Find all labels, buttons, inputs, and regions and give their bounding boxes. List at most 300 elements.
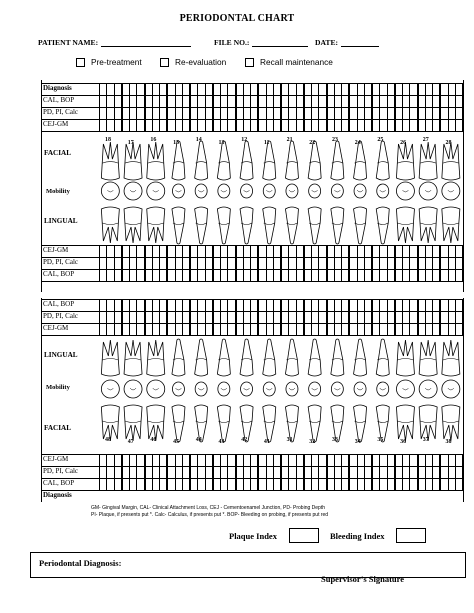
probing-cell[interactable] bbox=[441, 84, 448, 95]
checkbox-square-icon[interactable] bbox=[76, 58, 85, 67]
probing-cell[interactable] bbox=[449, 258, 456, 269]
probing-cell[interactable] bbox=[289, 246, 296, 257]
probing-cell[interactable] bbox=[305, 270, 312, 281]
probing-cell[interactable] bbox=[419, 479, 426, 490]
probing-cell[interactable] bbox=[107, 479, 114, 490]
probing-cell[interactable] bbox=[342, 84, 350, 95]
probing-cell[interactable] bbox=[373, 455, 380, 466]
probing-cell[interactable] bbox=[244, 270, 251, 281]
probing-cell[interactable] bbox=[160, 246, 168, 257]
probing-cell[interactable] bbox=[419, 270, 426, 281]
probing-cell[interactable] bbox=[153, 479, 160, 490]
probing-cell[interactable] bbox=[282, 108, 289, 119]
probing-cell[interactable] bbox=[342, 258, 350, 269]
probing-cell[interactable] bbox=[146, 467, 153, 478]
probing-cell[interactable] bbox=[221, 455, 228, 466]
probing-cell[interactable] bbox=[274, 108, 282, 119]
probing-cell[interactable] bbox=[237, 120, 244, 131]
probing-cell[interactable] bbox=[176, 96, 183, 107]
probing-cell[interactable] bbox=[123, 312, 130, 323]
probing-cell[interactable] bbox=[168, 324, 175, 335]
probing-cell[interactable] bbox=[176, 324, 183, 335]
probing-cell[interactable] bbox=[319, 300, 327, 311]
probing-cell[interactable] bbox=[237, 246, 244, 257]
probing-cell[interactable] bbox=[274, 455, 282, 466]
probing-cell[interactable] bbox=[426, 84, 433, 95]
probing-cell[interactable] bbox=[176, 479, 183, 490]
probing-cell[interactable] bbox=[206, 120, 214, 131]
probing-cell[interactable] bbox=[267, 479, 274, 490]
probing-cell[interactable] bbox=[153, 258, 160, 269]
probing-cell[interactable] bbox=[297, 479, 305, 490]
probing-cell[interactable] bbox=[456, 84, 464, 95]
probing-cell[interactable] bbox=[449, 270, 456, 281]
probing-cell[interactable] bbox=[358, 96, 365, 107]
probing-cell[interactable] bbox=[183, 108, 191, 119]
probing-cell[interactable] bbox=[267, 96, 274, 107]
probing-cell[interactable] bbox=[251, 108, 259, 119]
probing-cell[interactable] bbox=[168, 246, 175, 257]
probing-cell[interactable] bbox=[289, 120, 296, 131]
probing-cell[interactable] bbox=[214, 324, 221, 335]
probing-cell[interactable] bbox=[183, 120, 191, 131]
probing-cell[interactable] bbox=[433, 84, 441, 95]
probing-cell[interactable] bbox=[176, 467, 183, 478]
probing-cell[interactable] bbox=[259, 455, 266, 466]
probing-cell[interactable] bbox=[183, 479, 191, 490]
probing-cell[interactable] bbox=[312, 300, 319, 311]
probing-cell[interactable] bbox=[282, 479, 289, 490]
probing-cell[interactable] bbox=[137, 108, 145, 119]
probing-cell[interactable] bbox=[100, 270, 107, 281]
probing-cell[interactable] bbox=[335, 96, 342, 107]
probing-cell[interactable] bbox=[228, 467, 236, 478]
probing-cell[interactable] bbox=[426, 467, 433, 478]
probing-cell[interactable] bbox=[130, 467, 137, 478]
probing-cell[interactable] bbox=[259, 312, 266, 323]
probing-cell[interactable] bbox=[358, 312, 365, 323]
probing-cell[interactable] bbox=[426, 312, 433, 323]
probing-cell[interactable] bbox=[214, 96, 221, 107]
probing-cell[interactable] bbox=[297, 467, 305, 478]
probing-cell[interactable] bbox=[365, 312, 373, 323]
probing-cell[interactable] bbox=[214, 108, 221, 119]
probing-cell[interactable] bbox=[358, 84, 365, 95]
probing-cell[interactable] bbox=[365, 120, 373, 131]
probing-cell[interactable] bbox=[328, 108, 335, 119]
probing-cell[interactable] bbox=[244, 84, 251, 95]
probing-cell[interactable] bbox=[388, 258, 396, 269]
probing-cell[interactable] bbox=[456, 312, 464, 323]
probing-cell[interactable] bbox=[153, 455, 160, 466]
probing-cell[interactable] bbox=[441, 246, 448, 257]
probing-cell[interactable] bbox=[373, 120, 380, 131]
probing-cell[interactable] bbox=[388, 84, 396, 95]
probing-cell[interactable] bbox=[419, 96, 426, 107]
probing-cell[interactable] bbox=[373, 270, 380, 281]
probing-cell[interactable] bbox=[130, 312, 137, 323]
probing-cell[interactable] bbox=[168, 467, 175, 478]
probing-cell[interactable] bbox=[358, 258, 365, 269]
probing-cell[interactable] bbox=[342, 312, 350, 323]
probing-cell[interactable] bbox=[206, 467, 214, 478]
probing-cell[interactable] bbox=[433, 108, 441, 119]
probing-cell[interactable] bbox=[100, 108, 107, 119]
probing-cell[interactable] bbox=[146, 324, 153, 335]
probing-cell[interactable] bbox=[244, 96, 251, 107]
probing-cell[interactable] bbox=[358, 300, 365, 311]
probing-cell[interactable] bbox=[289, 467, 296, 478]
probing-cell[interactable] bbox=[289, 479, 296, 490]
probing-cell[interactable] bbox=[168, 108, 175, 119]
probing-cell[interactable] bbox=[410, 455, 418, 466]
probing-cell[interactable] bbox=[426, 270, 433, 281]
probing-cell[interactable] bbox=[251, 246, 259, 257]
probing-cell[interactable] bbox=[274, 96, 282, 107]
probing-cell[interactable] bbox=[335, 479, 342, 490]
probing-cell[interactable] bbox=[198, 108, 205, 119]
probing-cell[interactable] bbox=[350, 96, 357, 107]
probing-cell[interactable] bbox=[426, 108, 433, 119]
probing-cell[interactable] bbox=[380, 312, 387, 323]
probing-cell[interactable] bbox=[358, 455, 365, 466]
probing-cell[interactable] bbox=[297, 258, 305, 269]
probing-cell[interactable] bbox=[388, 246, 396, 257]
probing-cell[interactable] bbox=[176, 246, 183, 257]
probing-cell[interactable] bbox=[305, 246, 312, 257]
probing-cell[interactable] bbox=[441, 300, 448, 311]
checkbox-recall-maintenance[interactable] bbox=[245, 57, 333, 67]
probing-cell[interactable] bbox=[342, 324, 350, 335]
probing-cell[interactable] bbox=[350, 108, 357, 119]
probing-cell[interactable] bbox=[410, 120, 418, 131]
probing-cell[interactable] bbox=[319, 120, 327, 131]
probing-cell[interactable] bbox=[426, 455, 433, 466]
probing-cell[interactable] bbox=[123, 300, 130, 311]
probing-cell[interactable] bbox=[191, 246, 198, 257]
probing-cell[interactable] bbox=[388, 479, 396, 490]
probing-cell[interactable] bbox=[237, 324, 244, 335]
probing-cell[interactable] bbox=[410, 479, 418, 490]
probing-cell[interactable] bbox=[130, 246, 137, 257]
probing-cell[interactable] bbox=[441, 120, 448, 131]
probing-cell[interactable] bbox=[365, 84, 373, 95]
probing-cell[interactable] bbox=[191, 479, 198, 490]
probing-cell[interactable] bbox=[319, 270, 327, 281]
probing-cell[interactable] bbox=[146, 479, 153, 490]
probing-cell[interactable] bbox=[168, 258, 175, 269]
probing-cell[interactable] bbox=[328, 246, 335, 257]
probing-cell[interactable] bbox=[244, 312, 251, 323]
probing-cell[interactable] bbox=[365, 270, 373, 281]
probing-cell[interactable] bbox=[426, 300, 433, 311]
probing-cell[interactable] bbox=[433, 258, 441, 269]
probing-cell[interactable] bbox=[107, 84, 114, 95]
probing-cell[interactable] bbox=[419, 467, 426, 478]
probing-cell[interactable] bbox=[396, 300, 403, 311]
probing-cell[interactable] bbox=[267, 120, 274, 131]
probing-cell[interactable] bbox=[426, 324, 433, 335]
probing-cell[interactable] bbox=[312, 246, 319, 257]
probing-cell[interactable] bbox=[191, 120, 198, 131]
probing-cell[interactable] bbox=[107, 270, 114, 281]
probing-cell[interactable] bbox=[289, 312, 296, 323]
probing-cell[interactable] bbox=[312, 455, 319, 466]
probing-cell[interactable] bbox=[449, 96, 456, 107]
probing-cell[interactable] bbox=[319, 467, 327, 478]
probing-cell[interactable] bbox=[176, 300, 183, 311]
probing-cell[interactable] bbox=[433, 120, 441, 131]
probing-cell[interactable] bbox=[115, 84, 123, 95]
probing-cell[interactable] bbox=[358, 324, 365, 335]
probing-cell[interactable] bbox=[350, 270, 357, 281]
probing-cell[interactable] bbox=[396, 96, 403, 107]
probing-cell[interactable] bbox=[146, 270, 153, 281]
probing-cell[interactable] bbox=[251, 84, 259, 95]
probing-cell[interactable] bbox=[267, 258, 274, 269]
probing-cell[interactable] bbox=[456, 96, 464, 107]
probing-cell[interactable] bbox=[153, 108, 160, 119]
probing-cell[interactable] bbox=[123, 96, 130, 107]
probing-cell[interactable] bbox=[228, 300, 236, 311]
probing-cell[interactable] bbox=[153, 84, 160, 95]
probing-cell[interactable] bbox=[396, 455, 403, 466]
probing-cell[interactable] bbox=[305, 108, 312, 119]
probing-cell[interactable] bbox=[100, 455, 107, 466]
probing-cell[interactable] bbox=[319, 258, 327, 269]
probing-cell[interactable] bbox=[251, 96, 259, 107]
probing-cell[interactable] bbox=[191, 324, 198, 335]
probing-cell[interactable] bbox=[410, 312, 418, 323]
probing-cell[interactable] bbox=[335, 258, 342, 269]
probing-cell[interactable] bbox=[107, 312, 114, 323]
probing-cell[interactable] bbox=[449, 300, 456, 311]
probing-cell[interactable] bbox=[426, 96, 433, 107]
probing-cell[interactable] bbox=[449, 84, 456, 95]
probing-cell[interactable] bbox=[160, 467, 168, 478]
probing-cell[interactable] bbox=[259, 96, 266, 107]
probing-cell[interactable] bbox=[221, 96, 228, 107]
probing-cell[interactable] bbox=[342, 300, 350, 311]
probing-cell[interactable] bbox=[191, 312, 198, 323]
probing-cell[interactable] bbox=[365, 479, 373, 490]
probing-cell[interactable] bbox=[267, 108, 274, 119]
probing-cell[interactable] bbox=[441, 467, 448, 478]
probing-cell[interactable] bbox=[107, 467, 114, 478]
probing-cell[interactable] bbox=[403, 96, 410, 107]
probing-cell[interactable] bbox=[237, 312, 244, 323]
probing-cell[interactable] bbox=[365, 246, 373, 257]
probing-cell[interactable] bbox=[388, 467, 396, 478]
probing-cell[interactable] bbox=[373, 108, 380, 119]
probing-cell[interactable] bbox=[228, 312, 236, 323]
probing-cell[interactable] bbox=[153, 96, 160, 107]
probing-cell[interactable] bbox=[449, 455, 456, 466]
probing-cell[interactable] bbox=[403, 300, 410, 311]
probing-cell[interactable] bbox=[319, 246, 327, 257]
probing-cell[interactable] bbox=[130, 108, 137, 119]
probing-cell[interactable] bbox=[335, 84, 342, 95]
probing-cell[interactable] bbox=[410, 108, 418, 119]
probing-cell[interactable] bbox=[160, 120, 168, 131]
probing-cell[interactable] bbox=[267, 270, 274, 281]
probing-cell[interactable] bbox=[160, 258, 168, 269]
probing-cell[interactable] bbox=[206, 84, 214, 95]
probing-cell[interactable] bbox=[100, 479, 107, 490]
probing-cell[interactable] bbox=[274, 324, 282, 335]
probing-cell[interactable] bbox=[100, 312, 107, 323]
probing-cell[interactable] bbox=[342, 96, 350, 107]
probing-cell[interactable] bbox=[137, 455, 145, 466]
probing-cell[interactable] bbox=[289, 455, 296, 466]
probing-cell[interactable] bbox=[441, 455, 448, 466]
probing-cell[interactable] bbox=[373, 96, 380, 107]
probing-cell[interactable] bbox=[403, 312, 410, 323]
probing-cell[interactable] bbox=[319, 324, 327, 335]
probing-cell[interactable] bbox=[115, 312, 123, 323]
probing-cell[interactable] bbox=[373, 324, 380, 335]
probing-cell[interactable] bbox=[115, 108, 123, 119]
probing-cell[interactable] bbox=[410, 84, 418, 95]
probing-cell[interactable] bbox=[123, 246, 130, 257]
probing-cell[interactable] bbox=[289, 300, 296, 311]
probing-cell[interactable] bbox=[433, 246, 441, 257]
probing-cell[interactable] bbox=[214, 312, 221, 323]
probing-cell[interactable] bbox=[206, 455, 214, 466]
probing-cell[interactable] bbox=[259, 84, 266, 95]
probing-cell[interactable] bbox=[146, 455, 153, 466]
probing-cell[interactable] bbox=[312, 479, 319, 490]
probing-cell[interactable] bbox=[380, 300, 387, 311]
probing-cell[interactable] bbox=[433, 96, 441, 107]
probing-cell[interactable] bbox=[365, 300, 373, 311]
probing-cell[interactable] bbox=[107, 246, 114, 257]
file-no-field[interactable] bbox=[214, 38, 308, 47]
probing-cell[interactable] bbox=[358, 467, 365, 478]
probing-cell[interactable] bbox=[396, 324, 403, 335]
probing-cell[interactable] bbox=[403, 479, 410, 490]
probing-cell[interactable] bbox=[358, 246, 365, 257]
probing-cell[interactable] bbox=[328, 96, 335, 107]
probing-cell[interactable] bbox=[198, 455, 205, 466]
probing-cell[interactable] bbox=[328, 467, 335, 478]
probing-cell[interactable] bbox=[100, 258, 107, 269]
probing-cell[interactable] bbox=[312, 84, 319, 95]
probing-cell[interactable] bbox=[251, 270, 259, 281]
probing-cell[interactable] bbox=[305, 84, 312, 95]
probing-cell[interactable] bbox=[137, 84, 145, 95]
probing-cell[interactable] bbox=[206, 258, 214, 269]
probing-cell[interactable] bbox=[274, 270, 282, 281]
probing-cell[interactable] bbox=[335, 324, 342, 335]
probing-cell[interactable] bbox=[107, 324, 114, 335]
probing-cell[interactable] bbox=[274, 84, 282, 95]
probing-cell[interactable] bbox=[160, 108, 168, 119]
probing-cell[interactable] bbox=[153, 324, 160, 335]
probing-cell[interactable] bbox=[441, 312, 448, 323]
probing-cell[interactable] bbox=[433, 312, 441, 323]
probing-cell[interactable] bbox=[183, 84, 191, 95]
probing-cell[interactable] bbox=[153, 312, 160, 323]
probing-cell[interactable] bbox=[214, 120, 221, 131]
probing-cell[interactable] bbox=[433, 467, 441, 478]
probing-cell[interactable] bbox=[282, 270, 289, 281]
probing-cell[interactable] bbox=[259, 479, 266, 490]
probing-cell[interactable] bbox=[350, 467, 357, 478]
probing-cell[interactable] bbox=[130, 96, 137, 107]
probing-cell[interactable] bbox=[410, 324, 418, 335]
probing-cell[interactable] bbox=[137, 258, 145, 269]
probing-cell[interactable] bbox=[449, 324, 456, 335]
probing-cell[interactable] bbox=[274, 246, 282, 257]
probing-cell[interactable] bbox=[456, 108, 464, 119]
file-no-line[interactable] bbox=[252, 39, 308, 47]
probing-cell[interactable] bbox=[115, 300, 123, 311]
probing-cell[interactable] bbox=[137, 96, 145, 107]
probing-cell[interactable] bbox=[312, 108, 319, 119]
probing-cell[interactable] bbox=[130, 300, 137, 311]
probing-cell[interactable] bbox=[403, 84, 410, 95]
probing-cell[interactable] bbox=[198, 120, 205, 131]
probing-cell[interactable] bbox=[146, 312, 153, 323]
probing-cell[interactable] bbox=[335, 120, 342, 131]
probing-cell[interactable] bbox=[107, 108, 114, 119]
probing-cell[interactable] bbox=[328, 324, 335, 335]
probing-cell[interactable] bbox=[433, 324, 441, 335]
probing-cell[interactable] bbox=[214, 455, 221, 466]
probing-cell[interactable] bbox=[198, 258, 205, 269]
probing-cell[interactable] bbox=[146, 120, 153, 131]
probing-cell[interactable] bbox=[100, 300, 107, 311]
probing-cell[interactable] bbox=[237, 479, 244, 490]
date-field[interactable] bbox=[315, 38, 379, 47]
probing-cell[interactable] bbox=[396, 246, 403, 257]
probing-cell[interactable] bbox=[206, 246, 214, 257]
probing-cell[interactable] bbox=[380, 108, 387, 119]
probing-cell[interactable] bbox=[214, 270, 221, 281]
probing-cell[interactable] bbox=[342, 120, 350, 131]
probing-cell[interactable] bbox=[168, 312, 175, 323]
probing-cell[interactable] bbox=[433, 300, 441, 311]
probing-cell[interactable] bbox=[123, 108, 130, 119]
probing-cell[interactable] bbox=[107, 300, 114, 311]
probing-cell[interactable] bbox=[297, 312, 305, 323]
probing-cell[interactable] bbox=[176, 312, 183, 323]
probing-cell[interactable] bbox=[176, 108, 183, 119]
probing-cell[interactable] bbox=[441, 270, 448, 281]
probing-cell[interactable] bbox=[305, 300, 312, 311]
probing-cell[interactable] bbox=[237, 467, 244, 478]
probing-cell[interactable] bbox=[214, 467, 221, 478]
probing-cell[interactable] bbox=[168, 84, 175, 95]
probing-cell[interactable] bbox=[214, 300, 221, 311]
probing-cell[interactable] bbox=[176, 258, 183, 269]
probing-cell[interactable] bbox=[214, 246, 221, 257]
probing-cell[interactable] bbox=[403, 467, 410, 478]
probing-cell[interactable] bbox=[335, 108, 342, 119]
probing-cell[interactable] bbox=[419, 108, 426, 119]
probing-cell[interactable] bbox=[456, 120, 464, 131]
checkbox-square-icon[interactable] bbox=[160, 58, 169, 67]
probing-cell[interactable] bbox=[198, 246, 205, 257]
probing-cell[interactable] bbox=[183, 258, 191, 269]
probing-cell[interactable] bbox=[146, 84, 153, 95]
probing-cell[interactable] bbox=[456, 300, 464, 311]
probing-cell[interactable] bbox=[373, 312, 380, 323]
probing-cell[interactable] bbox=[259, 300, 266, 311]
probing-cell[interactable] bbox=[350, 258, 357, 269]
probing-cell[interactable] bbox=[282, 120, 289, 131]
